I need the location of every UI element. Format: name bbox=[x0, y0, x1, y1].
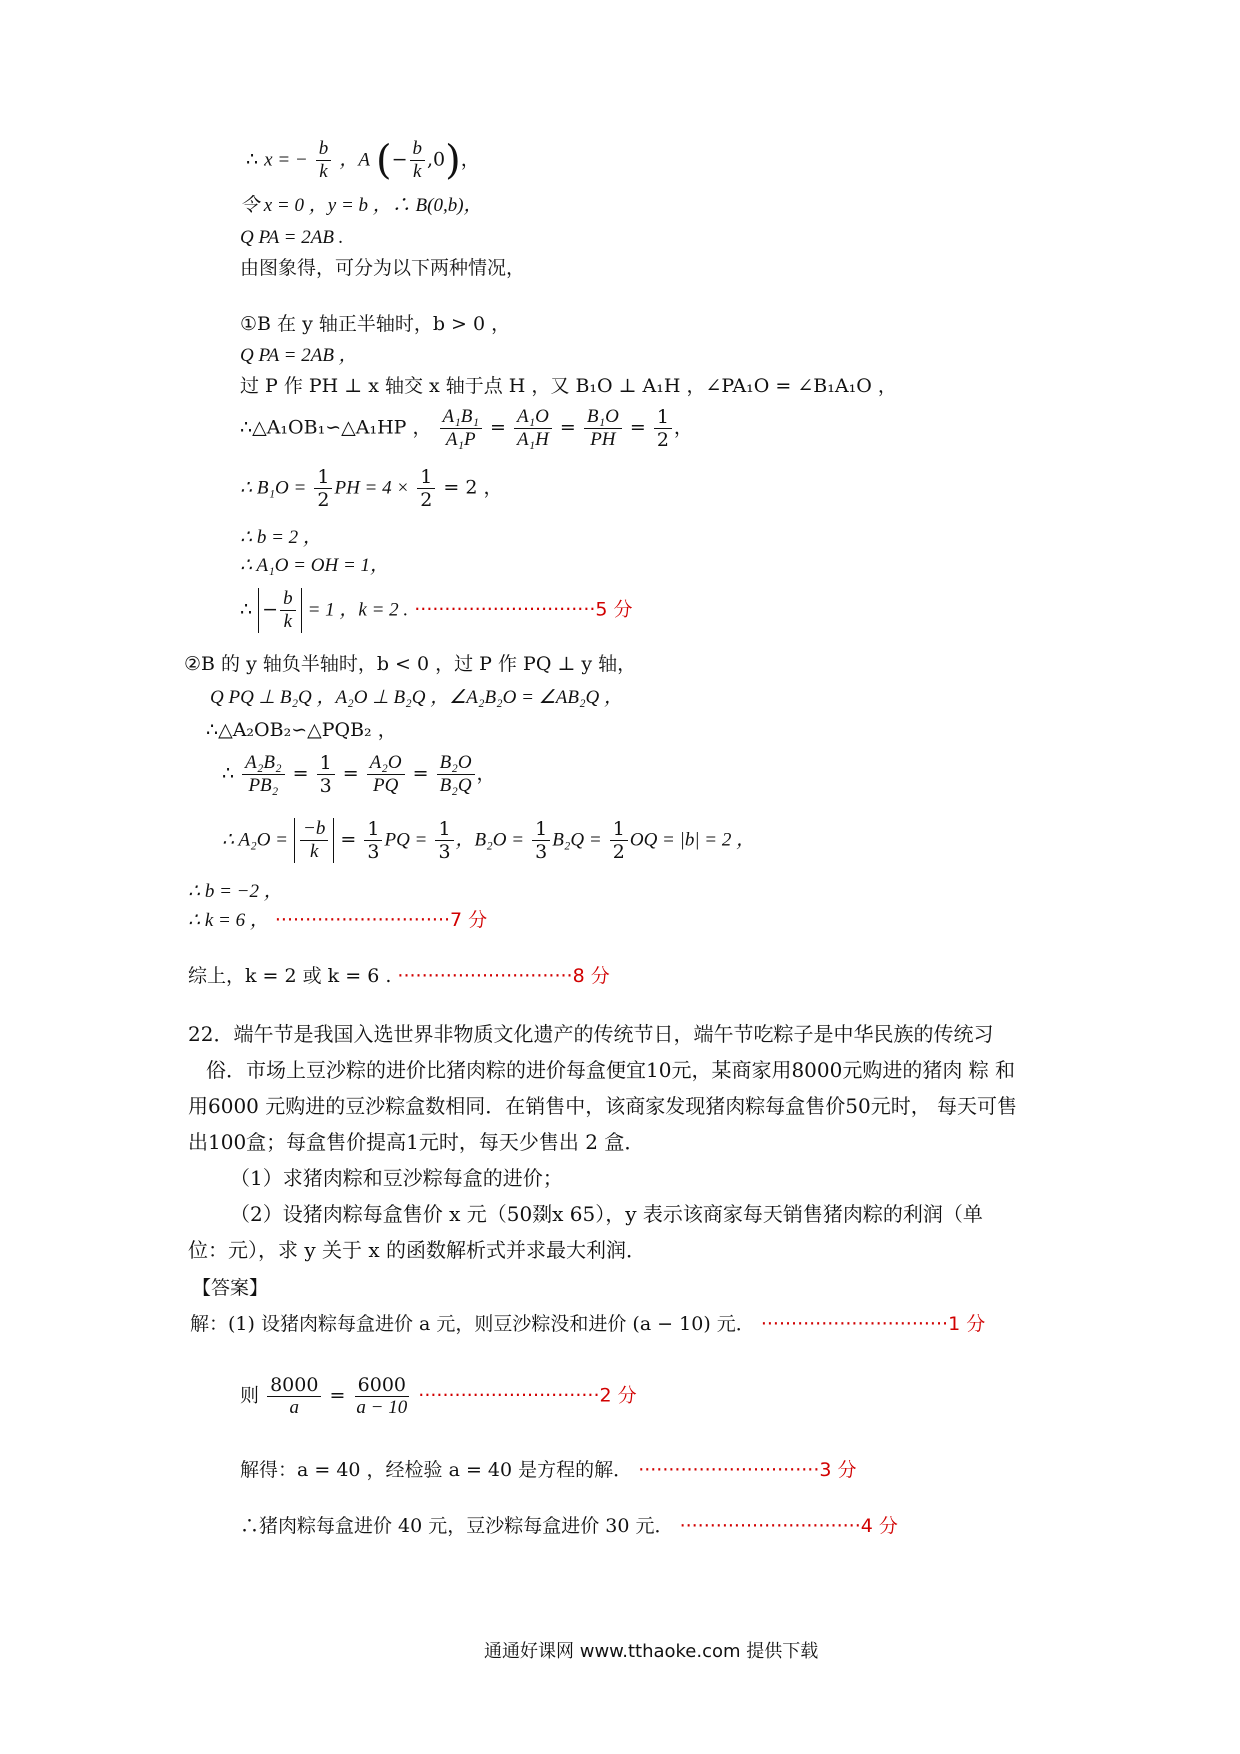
expression-text: B₂Q = bbox=[552, 829, 602, 851]
expression-text: ,0 bbox=[427, 148, 446, 171]
fraction bbox=[532, 818, 550, 863]
expression-text: PH = 4 × bbox=[334, 477, 410, 499]
score-leader-dots: ······························· bbox=[760, 1313, 949, 1335]
fraction-numerator: b bbox=[410, 138, 426, 161]
score-leader-dots: ····························· bbox=[274, 909, 451, 931]
fraction-numerator: 8000 bbox=[267, 1374, 321, 1397]
fraction-denominator: 2 bbox=[612, 841, 625, 863]
fraction bbox=[514, 406, 552, 451]
score-leader-dots: ······························ bbox=[418, 1384, 600, 1407]
score-marker: 8 分 bbox=[572, 965, 610, 987]
fraction bbox=[417, 466, 435, 511]
fraction-denominator: k bbox=[309, 841, 319, 862]
answer-line bbox=[240, 1514, 898, 1538]
fraction bbox=[316, 138, 332, 183]
paren-open: ( bbox=[375, 137, 392, 184]
conclusion-line bbox=[188, 964, 610, 988]
answer-line: 则 $\frac{8000}{a}$ = $\frac{6000}{a - 10}$ ······························2 分 bbox=[240, 1374, 637, 1418]
fraction bbox=[267, 1374, 321, 1419]
fraction-numerator: 1 bbox=[317, 752, 335, 775]
expression-text: = 1 ，k = 2 . bbox=[307, 599, 409, 621]
solution-line bbox=[222, 818, 755, 863]
score-marker: 5 分 bbox=[595, 598, 633, 621]
solution-line: Q PQ ⊥ B₂Q ，A₂O ⊥ B₂Q ，∠A₂B₂O = ∠AB₂Q ， bbox=[210, 687, 624, 708]
fraction-numerator: 1 bbox=[654, 406, 672, 429]
solution-line bbox=[188, 908, 487, 933]
fraction bbox=[242, 752, 284, 797]
fraction-numerator: b bbox=[316, 138, 332, 161]
fraction-numerator: 1 bbox=[610, 818, 628, 841]
solution-line bbox=[240, 588, 633, 633]
fraction bbox=[440, 406, 482, 451]
fraction bbox=[410, 138, 426, 183]
expression-text: 解得：a = 40 ，经检验 a = 40 是方程的解． bbox=[240, 1459, 633, 1481]
question-22-line: 出100盒；每盒售价提高1元时，每天少售出 2 盒． bbox=[188, 1130, 645, 1154]
fraction-numerator: 1 bbox=[435, 818, 453, 841]
fraction-denominator: k bbox=[283, 611, 293, 632]
solution-line: ∴ $\frac{\text{A₂B₂}}{\text{PB₂}}$ = $\frac{1}{3}$ = $\frac{\text{A₂O}}{PQ}$ = $\frac{\text{B₂O}}{\text{B₂Q}}$ ， bbox=[222, 752, 496, 797]
expression-text: ∴ k = 6 ， bbox=[188, 910, 269, 931]
score-leader-dots: ····························· bbox=[397, 965, 573, 987]
fraction-numerator: b bbox=[280, 588, 296, 611]
question-22-line: 用6000 元购进的豆沙粽盒数相同．在销售中，该商家发现猪肉粽每盒售价50元时， 每天可售 bbox=[188, 1094, 1018, 1118]
answer-heading: 【答案】 bbox=[192, 1277, 269, 1299]
fraction bbox=[364, 818, 382, 863]
expression-text: ，A bbox=[339, 149, 370, 171]
solution-line bbox=[240, 466, 503, 511]
fraction bbox=[300, 818, 328, 863]
fraction-denominator: k bbox=[413, 161, 422, 182]
fraction-denominator: a bbox=[289, 1397, 299, 1418]
therefore-symbol: ∴ bbox=[240, 598, 253, 621]
fraction bbox=[314, 466, 332, 511]
score-marker: 3 分 bbox=[819, 1459, 857, 1481]
expression-text: ∴ A₂O = bbox=[222, 829, 288, 851]
expression-text: OQ = |b| = 2 ， bbox=[629, 829, 756, 851]
solution-line: 过 P 作 PH ⊥ x 轴交 x 轴于点 H ，又 B₁O ⊥ A₁H ，∠PA₁O = ∠B₁A₁O ， bbox=[240, 375, 897, 397]
score-marker: 1 分 bbox=[948, 1313, 986, 1335]
expression-text: = bbox=[340, 828, 357, 851]
fraction bbox=[584, 406, 622, 451]
fraction-numerator: B₂O bbox=[437, 752, 475, 775]
fraction-denominator: 2 bbox=[317, 489, 330, 511]
fraction-denominator: 3 bbox=[535, 841, 548, 863]
fraction-denominator: 2 bbox=[656, 429, 669, 451]
punctuation: ， bbox=[673, 416, 693, 439]
expression-text: 解：(1) 设猪肉粽每盒进价 a 元，则豆沙粽没和进价 (a − 10) 元． bbox=[190, 1313, 755, 1335]
fraction-denominator: 3 bbox=[367, 841, 380, 863]
expression-text: ∴猪肉粽每盒进价 40 元，豆沙粽每盒进价 30 元． bbox=[240, 1515, 674, 1537]
fraction-numerator: 1 bbox=[314, 466, 332, 489]
fraction bbox=[317, 752, 335, 797]
fraction-numerator: A₁B₁ bbox=[440, 406, 482, 429]
fraction-numerator: 1 bbox=[532, 818, 550, 841]
expression-text: PQ = bbox=[384, 829, 428, 851]
solution-line: Q PA = 2AB ， bbox=[240, 345, 358, 366]
case-two-heading: ②B 的 y 轴负半轴时，b < 0 ，过 P 作 PQ ⊥ y 轴， bbox=[184, 653, 637, 675]
fraction-denominator: 3 bbox=[319, 775, 332, 797]
fraction-numerator: A₁O bbox=[514, 406, 552, 429]
score-leader-dots: ······························ bbox=[679, 1515, 861, 1537]
fraction bbox=[367, 752, 405, 797]
expression-text: 则 bbox=[240, 1384, 260, 1407]
solution-line: 令 x = 0 ，y = b ，∴ B(0,b)， bbox=[240, 195, 483, 216]
fraction-denominator: A₁P bbox=[445, 429, 476, 450]
fraction bbox=[654, 406, 672, 451]
fraction-denominator: PQ bbox=[372, 775, 399, 796]
punctuation: ， bbox=[476, 762, 496, 785]
question-22-line: 俗．市场上豆沙粽的进价比猪肉粽的进价每盒便宜10元，某商家用8000元购进的猪肉 粽 和 bbox=[206, 1058, 1016, 1082]
solution-line: ∴ b = −2 ， bbox=[188, 881, 283, 902]
solution-line: ∴ A₁O = OH = 1， bbox=[240, 555, 390, 576]
fraction-numerator: 1 bbox=[364, 818, 382, 841]
fraction-numerator: −b bbox=[300, 818, 328, 841]
question-22-line: 22．端午节是我国入选世界非物质文化遗产的传统节日，端午节吃粽子是中华民族的传统习 bbox=[188, 1022, 994, 1046]
fraction-denominator: 2 bbox=[420, 489, 433, 511]
absolute-value: − $\frac{b}{k}$ bbox=[258, 588, 301, 633]
fraction bbox=[437, 752, 475, 797]
fraction-denominator: PB₂ bbox=[248, 775, 279, 796]
score-marker: 2 分 bbox=[599, 1384, 637, 1407]
therefore-symbol: ∴ bbox=[222, 762, 235, 785]
fraction-numerator: 1 bbox=[417, 466, 435, 489]
punctuation: ， bbox=[460, 148, 480, 171]
fraction-denominator: PH bbox=[590, 429, 616, 450]
expression-text: ∴△A₁OB₁∽△A₁HP ， bbox=[240, 416, 432, 439]
answer-line bbox=[190, 1312, 985, 1336]
question-22-part-1: （1）求猪肉粽和豆沙粽每盒的进价； bbox=[230, 1166, 563, 1190]
fraction-denominator: 3 bbox=[438, 841, 451, 863]
score-marker: 7 分 bbox=[450, 909, 488, 931]
fraction-numerator: 6000 bbox=[355, 1374, 409, 1397]
question-22-part-2: （2）设猪肉粽每盒售价 x 元（50剟x 65），y 表示该商家每天销售猪肉粽的利润（单 bbox=[230, 1202, 983, 1226]
fraction-numerator: B₁O bbox=[584, 406, 622, 429]
fraction-numerator: A₂B₂ bbox=[242, 752, 284, 775]
absolute-value bbox=[294, 818, 334, 863]
case-one-heading: ①B 在 y 轴正半轴时，b > 0 ， bbox=[240, 313, 511, 335]
score-leader-dots: ······························ bbox=[414, 598, 596, 621]
expression-text: 综上，k = 2 或 k = 6 . bbox=[188, 965, 392, 987]
fraction bbox=[280, 588, 296, 633]
score-leader-dots: ······························ bbox=[638, 1459, 820, 1481]
paren-close: ) bbox=[445, 137, 461, 184]
expression-text: ，B₂O = bbox=[455, 829, 525, 851]
fraction-numerator: A₂O bbox=[367, 752, 405, 775]
solution-line: ∴ b = 2 ， bbox=[240, 527, 322, 548]
solution-line: ∴△A₁OB₁∽△A₁HP ， $\frac{\text{A₁B₁}}{\text{A₁P}}$ = $\frac{\text{A₁O}}{\text{A₁H}}$ = $\frac{\text{B₁O}}{PH}$ = $\frac{1}{2}$ ， bbox=[240, 406, 693, 451]
therefore-symbol: ∴ bbox=[246, 148, 259, 171]
page-footer: 通通好课网 www.tthaoke.com 提供下载 bbox=[484, 1641, 819, 1662]
score-marker: 4 分 bbox=[860, 1515, 898, 1537]
fraction bbox=[610, 818, 628, 863]
solution-line: Q PA = 2AB . bbox=[240, 227, 344, 248]
fraction-denominator: k bbox=[319, 161, 328, 182]
fraction-denominator: A₁H bbox=[516, 429, 549, 450]
fraction-denominator: a − 10 bbox=[356, 1397, 408, 1418]
question-22-line: 位：元），求 y 关于 x 的函数解析式并求最大利润． bbox=[188, 1238, 647, 1262]
solution-line: ∴△A₂OB₂∽△PQB₂ ， bbox=[206, 719, 397, 741]
solution-line: 由图象得，可分为以下两种情况， bbox=[240, 257, 526, 279]
solution-line: ∴ x = − $\frac{b}{k}$ ，A (− $\frac{b}{k}$ ,0)， bbox=[246, 137, 480, 184]
fraction bbox=[353, 1374, 410, 1419]
expression-text: = 2 ， bbox=[443, 476, 503, 499]
fraction bbox=[435, 818, 453, 863]
fraction-denominator: B₂Q bbox=[439, 775, 472, 796]
expression-text: ∴ B₁O = bbox=[240, 477, 307, 499]
expression-text: x = − bbox=[264, 149, 308, 171]
answer-line bbox=[240, 1458, 857, 1482]
